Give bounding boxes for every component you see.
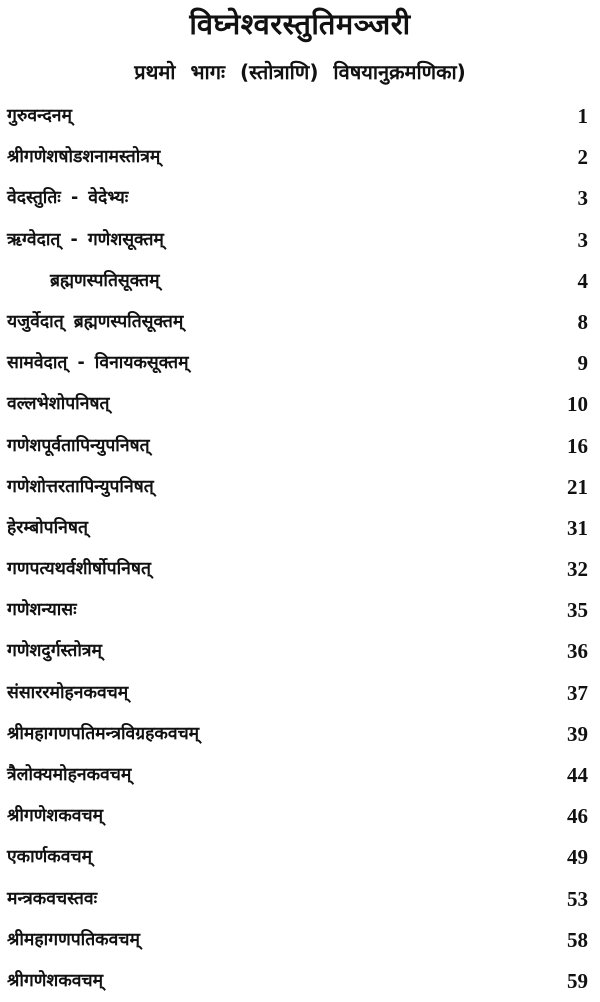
toc-entry-page: 1 bbox=[577, 104, 588, 128]
toc-entry bbox=[0, 549, 600, 590]
toc-entry bbox=[0, 796, 600, 837]
toc-entry bbox=[0, 343, 600, 384]
toc-entry-title: गणेशपूर्वतापिन्युपनिषत् bbox=[7, 435, 150, 456]
toc-entry-page: 44 bbox=[567, 763, 588, 787]
toc-entry-page: 21 bbox=[567, 474, 588, 499]
toc-entry-title: ब्रह्मणस्पतिसूक्तम् bbox=[50, 270, 160, 291]
toc-entry-title: यजुर्वेदात् ब्रह्मणस्पतिसूक्तम् bbox=[7, 311, 184, 332]
toc-entry bbox=[0, 879, 600, 920]
toc-entry-title: संसाररमोहनकवचम् bbox=[7, 682, 129, 703]
toc-entry-title: एकार्णकवचम् bbox=[7, 847, 93, 868]
toc-entry bbox=[0, 220, 600, 261]
toc-entry-page: 9 bbox=[577, 351, 588, 376]
toc-entry bbox=[0, 590, 600, 631]
toc-entry-page: 36 bbox=[567, 639, 588, 664]
toc-entry-title: हेरम्बोपनिषत् bbox=[7, 517, 88, 538]
toc-entry-page: 46 bbox=[567, 804, 588, 829]
toc-entry-page: 32 bbox=[567, 557, 588, 582]
toc-entry bbox=[0, 426, 600, 467]
toc-entry bbox=[0, 302, 600, 343]
toc-entry-title: श्रीगणेशषोडशनामस्तोत्रम् bbox=[7, 147, 161, 168]
contents-heading: प्रथमो भागः (स्तोत्राणि) विषयानुक्रमणिका) bbox=[134, 60, 466, 84]
toc-entry-title: श्रीगणेशकवचम् bbox=[7, 970, 104, 991]
toc-entry-page: 31 bbox=[567, 515, 588, 540]
toc-entry bbox=[0, 631, 600, 672]
toc-entry-title: ऋग्वेदात् - गणेशसूक्तम् bbox=[7, 229, 164, 250]
toc-entry-title: वेदस्तुतिः - वेदेभ्यः bbox=[7, 188, 129, 209]
table-of-contents bbox=[0, 96, 600, 1002]
toc-entry-title: त्रैलोक्यमोहनकवचम् bbox=[7, 765, 132, 785]
toc-entry bbox=[0, 261, 600, 302]
toc-entry-page: 4 bbox=[577, 268, 588, 293]
toc-entry bbox=[0, 714, 600, 755]
toc-entry bbox=[0, 920, 600, 961]
toc-entry bbox=[0, 137, 600, 178]
toc-entry bbox=[0, 961, 600, 1002]
toc-entry bbox=[0, 96, 600, 137]
toc-entry-title: गणपत्यथर्वशीर्षोपनिषत् bbox=[7, 559, 151, 580]
toc-entry bbox=[0, 837, 600, 878]
toc-entry-page: 16 bbox=[567, 433, 588, 458]
toc-entry-page: 59 bbox=[567, 968, 588, 993]
toc-entry-page: 39 bbox=[567, 721, 588, 746]
toc-entry bbox=[0, 508, 600, 549]
toc-entry-title: श्रीमहागणपतिमन्त्रविग्रहकवचम् bbox=[7, 723, 200, 744]
toc-entry bbox=[0, 673, 600, 714]
toc-entry-page: 37 bbox=[567, 680, 588, 705]
toc-entry-title: गुरुवन्दनम् bbox=[7, 106, 72, 126]
toc-entry-title: गणेशन्यासः bbox=[7, 600, 77, 621]
toc-entry-page: 49 bbox=[567, 845, 588, 870]
toc-entry-page: 8 bbox=[577, 309, 588, 334]
toc-entry-title: गणेशोत्तरतापिन्युपनिषत् bbox=[7, 476, 154, 497]
toc-entry bbox=[0, 384, 600, 425]
book-title: विघ्नेश्वरस्तुतिमञ्जरी bbox=[189, 7, 411, 41]
toc-entry-title: सामवेदात् - विनायकसूक्तम् bbox=[7, 353, 189, 374]
toc-entry-page: 10 bbox=[567, 392, 588, 417]
toc-entry-page: 58 bbox=[567, 927, 588, 952]
toc-entry bbox=[0, 178, 600, 219]
toc-entry bbox=[0, 755, 600, 796]
toc-entry-title: वल्लभेशोपनिषत् bbox=[7, 394, 110, 415]
toc-entry-page: 2 bbox=[577, 145, 588, 170]
toc-entry-title: मन्त्रकवचस्तवः bbox=[7, 888, 98, 909]
toc-entry-page: 53 bbox=[567, 886, 588, 911]
toc-entry-title: श्रीमहागणपतिकवचम् bbox=[7, 929, 140, 950]
toc-entry-page: 3 bbox=[577, 227, 588, 252]
toc-entry-page: 35 bbox=[567, 598, 588, 623]
toc-entry-title: श्रीगणेशकवचम् bbox=[7, 806, 104, 827]
toc-entry-page: 3 bbox=[577, 186, 588, 211]
toc-entry bbox=[0, 467, 600, 508]
toc-entry-title: गणेशदुर्गस्तोत्रम् bbox=[7, 641, 102, 662]
